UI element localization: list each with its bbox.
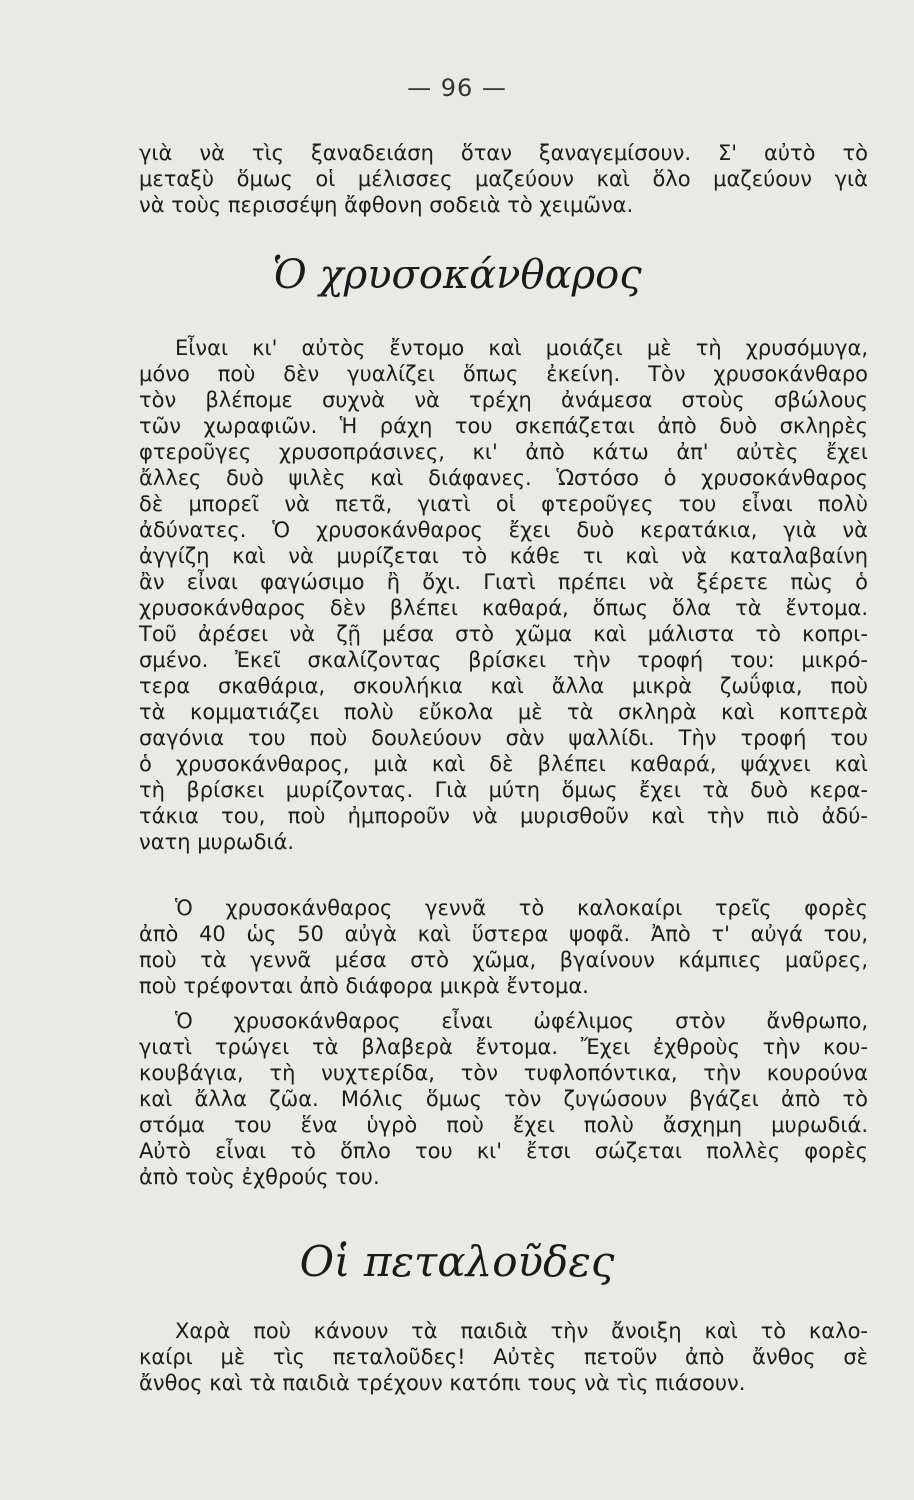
text-line: χρυσοκάνθαρος δὲν βλέπει καθαρά, ὅπως ὅλα τὰ ἔντομα. — [139, 596, 868, 620]
section1-paragraph-2 — [139, 895, 868, 999]
text-line: τῶν χωραφιῶν. Ἡ ράχη του σκεπάζεται ἀπὸ δυὸ σκληρὲς — [139, 414, 868, 438]
text-line: καίρι μὲ τὶς πεταλοῦδες! Αὐτὲς πετοῦν ἀπὸ ἄνθος σὲ — [139, 1345, 868, 1369]
text-line: γιὰ νὰ τὶς ξαναδειάση ὅταν ξαναγεμίσουν. Σ' αὐτὸ τὸ — [139, 141, 868, 165]
text-line: τερα σκαθάρια, σκουλήκια καὶ ἄλλα μικρὰ ζωΰφια, ποὺ — [139, 674, 868, 698]
text-line: Εἶναι κι' αὐτὸς ἔντομο καὶ μοιάζει μὲ τὴ χρυσόμυγα, — [175, 336, 868, 360]
text-line: Ὁ χρυσοκάνθαρος εἶναι ὠφέλιμος στὸν ἄνθρωπο, — [175, 1009, 868, 1033]
text-line: ἄλλες δυὸ ψιλὲς καὶ διάφανες. Ὡστόσο ὁ χρυσοκάνθαρος — [139, 466, 868, 490]
section2-paragraph-1 — [139, 1318, 868, 1396]
text-line: τάκια του, ποὺ ἠμποροῦν νὰ μυρισθοῦν καὶ τὴν πιὸ ἀδύ- — [139, 804, 868, 828]
text-line: Τοῦ ἀρέσει νὰ ζῇ μέσα στὸ χῶμα καὶ μάλιστα τὸ κοπρι- — [139, 622, 868, 646]
text-line: μεταξὺ ὅμως οἱ μέλισσες μαζεύουν καὶ ὅλο μαζεύουν γιὰ — [139, 167, 868, 191]
section1-paragraph-3 — [139, 1008, 868, 1190]
text-line: Αὐτὸ εἶναι τὸ ὅπλο του κι' ἔτσι σώζεται πολλὲς φορὲς — [139, 1139, 868, 1163]
text-line: φτεροῦγες χρυσοπράσινες, κι' ἀπὸ κάτω ἀπ' αὐτὲς ἔχει — [139, 440, 868, 464]
text-line: τὴ βρίσκει μυρίζοντας. Γιὰ μύτη ὅμως ἔχει τὰ δυὸ κερα- — [139, 778, 868, 802]
text-line: μόνο ποὺ δὲν γυαλίζει ὅπως ἐκείνη. Τὸν χρυσοκάνθαρο — [139, 362, 868, 386]
section-heading-petaloudes: Οἱ πεταλοῦδες — [299, 1237, 615, 1286]
text-line: στόμα του ἕνα ὑγρὸ ποὺ ἔχει πολὺ ἄσχημη μυρωδιά. — [139, 1113, 868, 1137]
text-line: ἀγγίζη καὶ νὰ μυρίζεται τὸ κάθε τι καὶ νὰ καταλαβαίνη — [139, 544, 868, 568]
text-line: γιατὶ τρώγει τὰ βλαβερὰ ἔντομα. Ἔχει ἐχθροὺς τὴν κου- — [139, 1035, 868, 1059]
text-line: ἀδύνατες. Ὁ χρυσοκάνθαρος ἔχει δυὸ κερατάκια, γιὰ νὰ — [139, 518, 868, 542]
text-line: ἀπὸ τοὺς ἐχθρούς του. — [139, 1165, 380, 1189]
section-heading-chrysokantharos: Ὁ χρυσοκάνθαρος — [272, 252, 642, 298]
text-line: δὲ μπορεῖ νὰ πετᾶ, γιατὶ οἱ φτεροῦγες του εἶναι πολὺ — [139, 492, 868, 516]
text-line: ἄνθος καὶ τὰ παιδιὰ τρέχουν κατόπι τους νὰ τὶς πιάσουν. — [139, 1371, 746, 1395]
text-line: ποὺ τὰ γεννᾶ μέσα στὸ χῶμα, βγαίνουν κάμπιες μαῦρες, — [139, 948, 868, 972]
text-line: Χαρὰ ποὺ κάνουν τὰ παιδιὰ τὴν ἄνοιξη καὶ τὸ καλο- — [175, 1319, 868, 1343]
text-line: τὸν βλέπομε συχνὰ νὰ τρέχη ἀνάμεσα στοὺς σβώλους — [139, 388, 868, 412]
text-line: νατη μυρωδιά. — [139, 830, 295, 854]
intro-paragraph — [139, 140, 868, 218]
text-line: καὶ ἄλλα ζῶα. Μόλις ὅμως τὸν ζυγώσουν βγάζει ἀπὸ τὸ — [139, 1087, 868, 1111]
text-line: ἂν εἶναι φαγώσιμο ἢ ὄχι. Γιατὶ πρέπει νὰ ξέρετε πὼς ὁ — [139, 570, 868, 594]
text-line: τὰ κομματιάζει πολὺ εὔκολα μὲ τὰ σκληρὰ καὶ κοπτερὰ — [139, 700, 868, 724]
text-line: νὰ τοὺς περισσέψη ἄφθονη σοδειὰ τὸ χειμῶνα. — [139, 193, 634, 217]
text-line: ἀπὸ 40 ὡς 50 αὐγὰ καὶ ὕστερα ψοφᾶ. Ἀπὸ τ' αὐγά του, — [139, 922, 868, 946]
text-line: Ὁ χρυσοκάνθαρος γεννᾶ τὸ καλοκαίρι τρεῖς φορὲς — [175, 896, 868, 920]
text-line: σαγόνια του ποὺ δουλεύουν σὰν ψαλλίδι. Τὴν τροφή του — [139, 726, 868, 750]
section1-paragraph-1 — [139, 335, 868, 855]
text-line: σμένο. Ἐκεῖ σκαλίζοντας βρίσκει τὴν τροφή του: μικρό- — [139, 648, 868, 672]
text-line: ὁ χρυσοκάνθαρος, μιὰ καὶ δὲ βλέπει καθαρά, ψάχνει καὶ — [139, 752, 868, 776]
text-line: ποὺ τρέφονται ἀπὸ διάφορα μικρὰ ἔντομα. — [139, 974, 589, 998]
page-number: — 96 — — [407, 74, 507, 102]
text-line: κουβάγια, τὴ νυχτερίδα, τὸν τυφλοπόντικα, τὴν κουρούνα — [139, 1061, 868, 1085]
